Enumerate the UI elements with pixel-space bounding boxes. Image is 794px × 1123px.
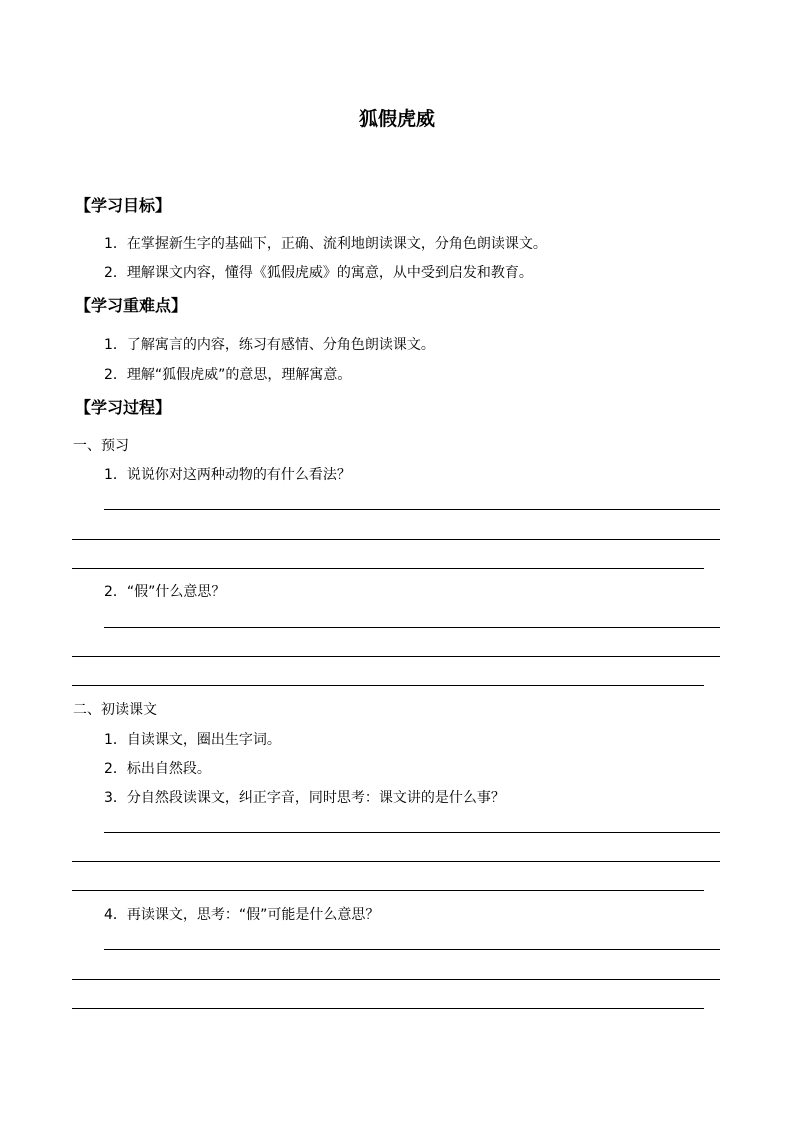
answer-line[interactable] — [72, 1008, 704, 1009]
first-reading-item-1: 1．自读课文，圈出生字词。 — [104, 732, 281, 748]
answer-line[interactable] — [72, 539, 720, 540]
key-point-item-2: 2．理解“狐假虎威”的意思，理解寓意。 — [104, 367, 352, 383]
goals-heading: 【学习目标】 — [75, 196, 172, 215]
process-heading: 【学习过程】 — [75, 398, 172, 417]
answer-line[interactable] — [72, 685, 704, 686]
first-reading-item-3: 3．分自然段读课文，纠正字音，同时思考：课文讲的是什么事？ — [104, 790, 505, 806]
first-reading-item-2: 2．标出自然段。 — [104, 761, 211, 777]
answer-line[interactable] — [104, 509, 720, 510]
answer-line[interactable] — [72, 979, 720, 980]
answer-line[interactable] — [72, 656, 720, 657]
key-points-heading: 【学习重难点】 — [75, 296, 188, 315]
page-title: 狐假虎威 — [358, 108, 435, 130]
goal-item-1: 1．在掌握新生字的基础下，正确、流利地朗读课文，分角色朗读课文。 — [104, 236, 547, 252]
first-reading-heading: 二、初读课文 — [73, 702, 157, 718]
answer-line[interactable] — [104, 949, 720, 950]
answer-line[interactable] — [72, 568, 704, 569]
preview-heading: 一、预习 — [73, 438, 129, 454]
key-point-item-1: 1．了解寓言的内容，练习有感情、分角色朗读课文。 — [104, 337, 435, 353]
preview-question-1: 1．说说你对这两种动物的有什么看法？ — [104, 467, 351, 483]
answer-line[interactable] — [104, 627, 720, 628]
preview-question-2: 2．“假”什么意思？ — [104, 584, 226, 600]
answer-line[interactable] — [72, 890, 704, 891]
goal-item-2: 2．理解课文内容，懂得《狐假虎威》的寓意，从中受到启发和教育。 — [104, 265, 533, 281]
answer-line[interactable] — [72, 861, 720, 862]
first-reading-item-4: 4．再读课文，思考：“假”可能是什么意思？ — [104, 907, 380, 923]
answer-line[interactable] — [104, 832, 720, 833]
